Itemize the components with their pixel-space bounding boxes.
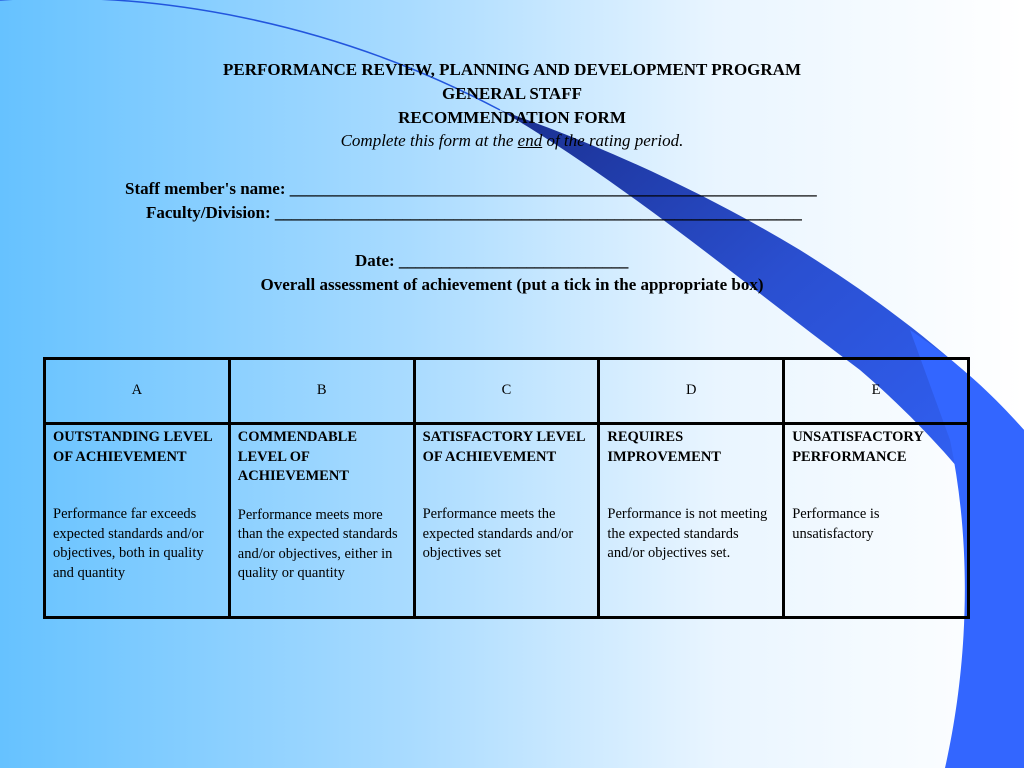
form-title-line2: GENERAL STAFF	[442, 84, 582, 103]
level-title-a: OUTSTANDING LEVEL OF ACHIEVEMENT	[53, 429, 212, 465]
staff-name-blank[interactable]: ______________________________________________________________	[289, 179, 817, 198]
rating-cell-b	[229, 424, 414, 618]
assessment-prompt: Overall assessment of achievement (put a tick in the appropriate box)	[260, 275, 764, 294]
level-title-b: COMMENDABLE LEVEL OF ACHIEVEMENT	[237, 429, 358, 484]
rating-table	[43, 357, 970, 619]
rating-box-a[interactable]: A	[45, 359, 230, 424]
level-title-c: SATISFACTORY LEVEL OF ACHIEVEMENT	[422, 429, 585, 465]
level-description-a: Performance far exceeds expected standards and/or objectives, both in quality and quantity	[53, 506, 204, 581]
level-title-e: UNSATISFACTORY PERFORMANCE	[792, 429, 924, 465]
level-description-c: Performance meets the expected standards and/or objectives set	[422, 506, 574, 561]
rating-description-row	[45, 424, 969, 618]
level-description-b: Performance meets more than the expected standards and/or objectives, either in quality or quantity	[237, 506, 398, 581]
level-title-d: REQUIRES IMPROVEMENT	[607, 429, 721, 465]
faculty-division-blank[interactable]: ______________________________________________________________	[274, 203, 802, 222]
form-title-line1: PERFORMANCE REVIEW, PLANNING AND DEVELOPMENT PROGRAM	[222, 60, 802, 79]
faculty-division-label: Faculty/Division:	[146, 203, 271, 222]
date-label: Date:	[355, 251, 395, 270]
faculty-division-field[interactable]	[146, 201, 802, 224]
form-title-line3: RECOMMENDATION FORM	[398, 108, 626, 127]
level-description-e: Performance is unsatisfactory	[792, 506, 880, 542]
rating-box-c[interactable]: C	[414, 359, 599, 424]
level-description-d: Performance is not meeting the expected standards and/or objectives set.	[607, 506, 768, 561]
staff-name-field[interactable]	[125, 177, 817, 200]
rating-cell-a	[45, 424, 230, 618]
instruction-note: Complete this form at the end of the rating period.	[340, 131, 684, 150]
date-blank[interactable]: ___________________________	[398, 251, 629, 270]
rating-box-d[interactable]: D	[599, 359, 784, 424]
instruction-emphasis: end	[517, 131, 543, 150]
staff-name-label: Staff member's name:	[125, 179, 286, 198]
rating-box-b[interactable]: B	[229, 359, 414, 424]
date-field[interactable]	[355, 249, 628, 272]
rating-header-row	[45, 359, 969, 424]
rating-box-e[interactable]: E	[784, 359, 969, 424]
rating-cell-e	[784, 424, 969, 618]
rating-cell-c	[414, 424, 599, 618]
rating-cell-d	[599, 424, 784, 618]
